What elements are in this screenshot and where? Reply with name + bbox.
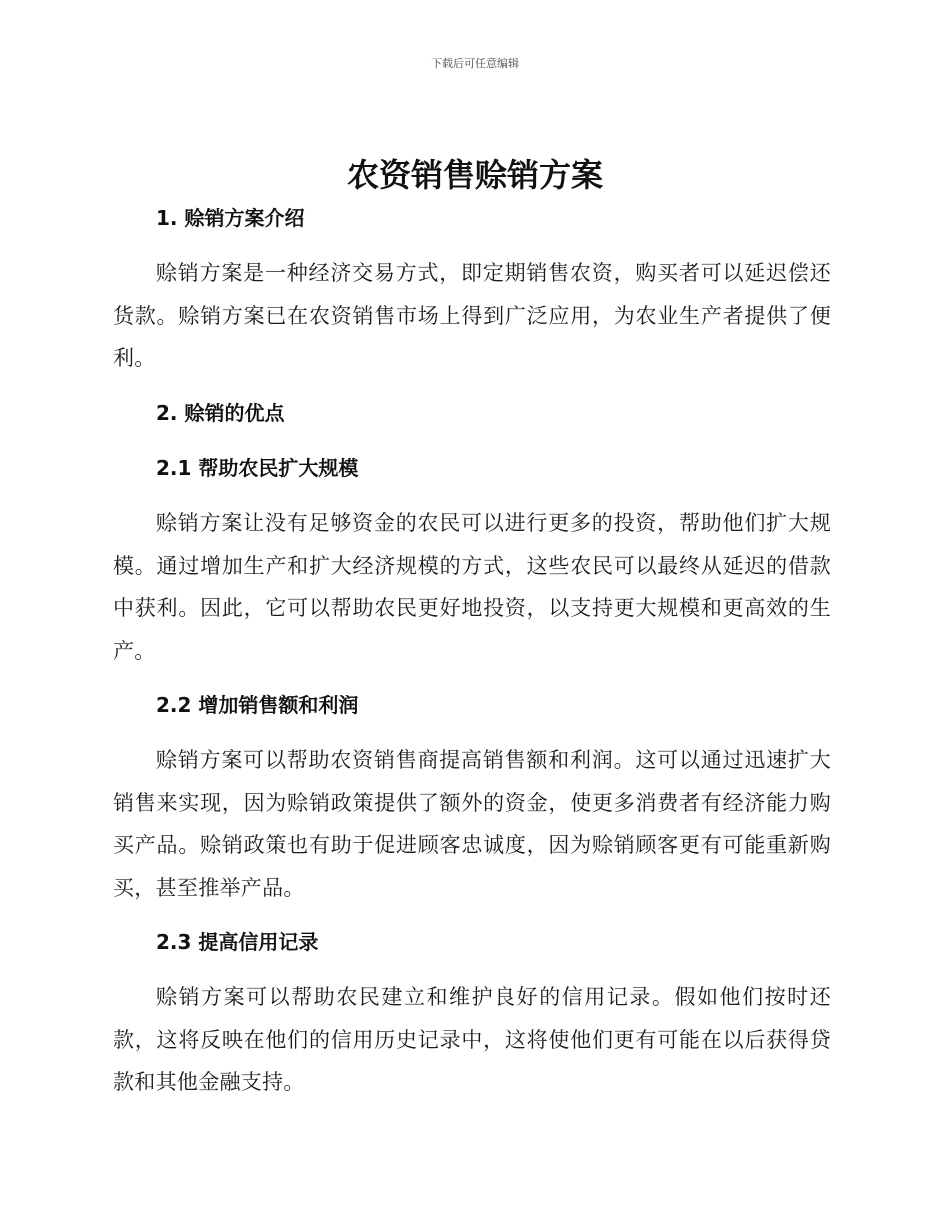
section-2-1 bbox=[113, 453, 831, 483]
section-paragraph: 赊销方案是一种经济交易方式，即定期销售农资，购买者可以延迟偿还货款。赊销方案已在农资销售市场上得到广泛应用，为农业生产者提供了便利。 bbox=[113, 261, 831, 370]
page-header-note: 下载后可任意编辑 bbox=[431, 57, 519, 70]
section-heading: 2.1 帮助农民扩大规模 bbox=[156, 456, 359, 480]
section-1 bbox=[113, 203, 831, 233]
section-heading: 2. 赊销的优点 bbox=[156, 401, 285, 425]
section-1-body bbox=[113, 252, 831, 380]
section-2 bbox=[113, 398, 831, 428]
section-2-1-body bbox=[113, 502, 831, 672]
section-2-2-body bbox=[113, 739, 831, 909]
section-paragraph: 赊销方案可以帮助农民建立和维护良好的信用记录。假如他们按时还款，这将反映在他们的信用历史记录中，这将使他们更有可能在以后获得贷款和其他金融支持。 bbox=[113, 985, 831, 1094]
document-title: 农资销售赊销方案 bbox=[346, 156, 603, 194]
section-2-2 bbox=[113, 690, 831, 720]
section-heading: 2.3 提高信用记录 bbox=[156, 930, 319, 954]
section-heading: 2.2 增加销售额和利润 bbox=[156, 693, 359, 717]
section-2-3-body bbox=[113, 976, 831, 1104]
section-2-3 bbox=[113, 927, 831, 957]
section-paragraph: 赊销方案可以帮助农资销售商提高销售额和利润。这可以通过迅速扩大销售来实现，因为赊销政策提供了额外的资金，使更多消费者有经济能力购买产品。赊销政策也有助于促进顾客忠诚度，因为赊销顾客更有可能重新购买，甚至推举产品。 bbox=[113, 748, 831, 900]
section-paragraph: 赊销方案让没有足够资金的农民可以进行更多的投资，帮助他们扩大规模。通过增加生产和扩大经济规模的方式，这些农民可以最终从延迟的借款中获利。因此，它可以帮助农民更好地投资，以支持更大规模和更高效的生产。 bbox=[113, 511, 831, 663]
section-heading: 1. 赊销方案介绍 bbox=[156, 206, 305, 230]
